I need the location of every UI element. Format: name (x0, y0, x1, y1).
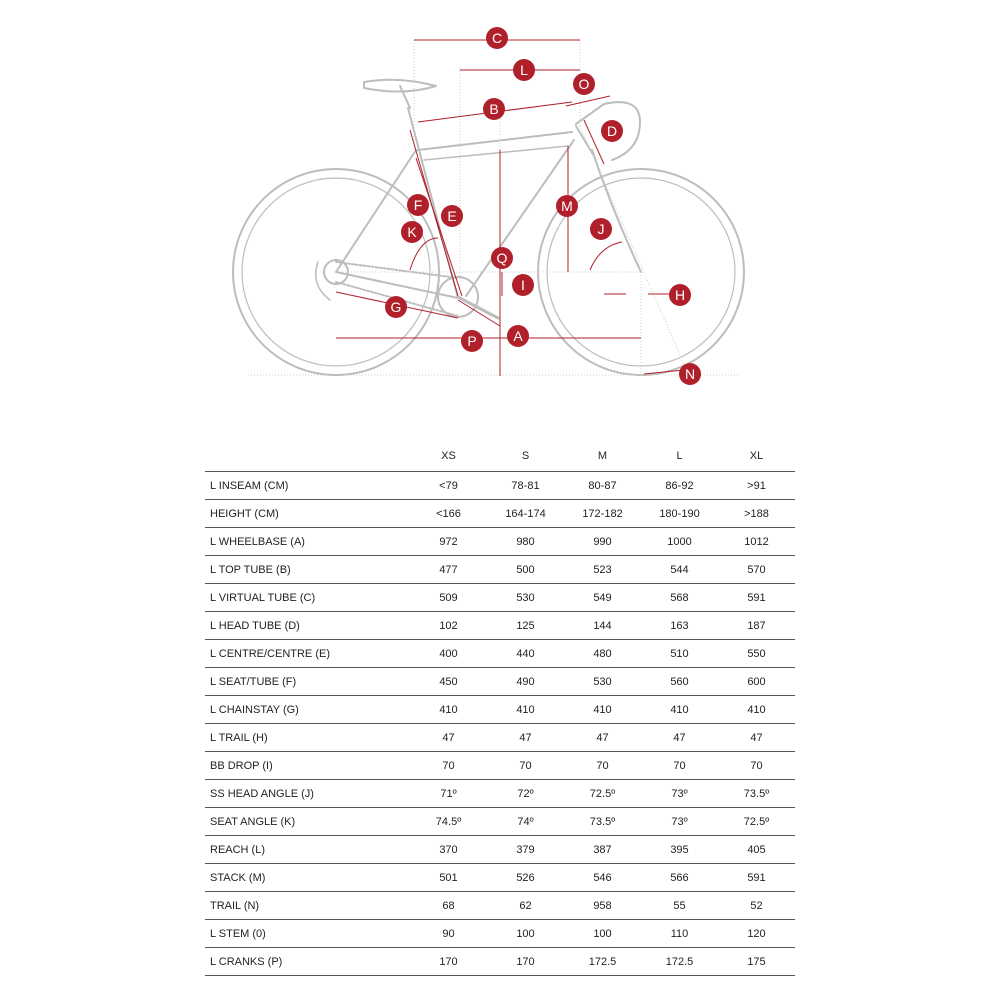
dimension-marker (512, 274, 534, 296)
row-label: L VIRTUAL TUBE (C) (205, 584, 410, 612)
table-row (205, 864, 795, 892)
table-row (205, 612, 795, 640)
table-cell: 47 (410, 724, 487, 752)
table-cell: 163 (641, 612, 718, 640)
table-row (205, 836, 795, 864)
table-cell: 546 (564, 864, 641, 892)
table-cell: 395 (641, 836, 718, 864)
table-cell: 180-190 (641, 500, 718, 528)
table-cell: 410 (718, 696, 795, 724)
table-cell: 980 (487, 528, 564, 556)
table-cell: <166 (410, 500, 487, 528)
table-cell: 549 (564, 584, 641, 612)
size-header: M (564, 441, 641, 472)
table-row (205, 920, 795, 948)
table-cell: 550 (718, 640, 795, 668)
table-cell: 477 (410, 556, 487, 584)
table-row (205, 752, 795, 780)
dimension-marker (483, 98, 505, 120)
table-cell: 120 (718, 920, 795, 948)
table-cell: 490 (487, 668, 564, 696)
row-label: L STEM (0) (205, 920, 410, 948)
marker-letter: L (520, 62, 528, 78)
table-row (205, 584, 795, 612)
table-cell: 544 (641, 556, 718, 584)
table-row (205, 528, 795, 556)
table-cell: >188 (718, 500, 795, 528)
table-cell: 568 (641, 584, 718, 612)
table-cell: 73º (641, 808, 718, 836)
table-cell: 62 (487, 892, 564, 920)
dimension-marker (513, 59, 535, 81)
table-cell: 591 (718, 864, 795, 892)
dimension-marker (407, 194, 429, 216)
table-row (205, 556, 795, 584)
dimension-marker (486, 27, 508, 49)
dimension-marker (385, 296, 407, 318)
table-cell: 990 (564, 528, 641, 556)
size-header: XS (410, 441, 487, 472)
table-cell: 440 (487, 640, 564, 668)
table-row (205, 948, 795, 976)
table-cell: 530 (487, 584, 564, 612)
table-cell: 410 (641, 696, 718, 724)
row-label: L HEAD TUBE (D) (205, 612, 410, 640)
table-cell: 74º (487, 808, 564, 836)
dimension-marker (669, 284, 691, 306)
reference-lines (248, 40, 740, 378)
size-header: S (487, 441, 564, 472)
marker-letter: D (606, 123, 618, 139)
bike-frame-illustration (233, 80, 744, 375)
table-cell: 480 (564, 640, 641, 668)
table-cell: 972 (410, 528, 487, 556)
table-cell: 71º (410, 780, 487, 808)
table-cell: 526 (487, 864, 564, 892)
table-cell: 172.5 (564, 948, 641, 976)
row-label: L TOP TUBE (B) (205, 556, 410, 584)
table-cell: 591 (718, 584, 795, 612)
table-cell: 379 (487, 836, 564, 864)
table-cell: 187 (718, 612, 795, 640)
dimension-marker (590, 218, 612, 240)
row-label: REACH (L) (205, 836, 410, 864)
table-cell: 560 (641, 668, 718, 696)
dimension-marker (491, 247, 513, 269)
row-label: TRAIL (N) (205, 892, 410, 920)
table-cell: 1012 (718, 528, 795, 556)
seatpost (400, 86, 410, 108)
table-row (205, 780, 795, 808)
table-row (205, 696, 795, 724)
dimension-marker (461, 330, 483, 352)
table-cell: 102 (410, 612, 487, 640)
table-cell: 500 (487, 556, 564, 584)
table-cell: 73.5º (718, 780, 795, 808)
table-cell: 410 (410, 696, 487, 724)
table-cell: 80-87 (564, 472, 641, 500)
table-cell: 90 (410, 920, 487, 948)
row-label: L TRAIL (H) (205, 724, 410, 752)
table-cell: 144 (564, 612, 641, 640)
table-cell: 72.5º (718, 808, 795, 836)
size-header-row (205, 441, 795, 472)
table-cell: 74.5º (410, 808, 487, 836)
table-cell: 47 (718, 724, 795, 752)
marker-letter: E (447, 208, 457, 224)
table-cell: 566 (641, 864, 718, 892)
table-cell: 570 (718, 556, 795, 584)
table-row (205, 724, 795, 752)
table-cell: 164-174 (487, 500, 564, 528)
marker-letter: Q (496, 250, 508, 266)
marker-letter: G (390, 299, 402, 315)
marker-letter: M (561, 198, 573, 214)
table-cell: 170 (487, 948, 564, 976)
bike-geometry-diagram (0, 0, 1000, 430)
row-label: L CENTRE/CENTRE (E) (205, 640, 410, 668)
table-cell: 73º (641, 780, 718, 808)
size-header-spacer (205, 441, 410, 472)
table-cell: 47 (487, 724, 564, 752)
table-cell: 501 (410, 864, 487, 892)
table-cell: 600 (718, 668, 795, 696)
marker-letter: C (491, 30, 503, 46)
marker-letter: A (513, 328, 523, 344)
table-cell: 70 (410, 752, 487, 780)
marker-letter: I (521, 277, 525, 293)
table-cell: 1000 (641, 528, 718, 556)
dimension-marker (441, 205, 463, 227)
geometry-table (205, 441, 795, 976)
row-label: SEAT ANGLE (K) (205, 808, 410, 836)
marker-letter: J (597, 221, 605, 237)
table-cell: 509 (410, 584, 487, 612)
row-label: L SEAT/TUBE (F) (205, 668, 410, 696)
size-header: XL (718, 441, 795, 472)
marker-letter: H (674, 287, 686, 303)
table-cell: 55 (641, 892, 718, 920)
table-cell: 70 (487, 752, 564, 780)
marker-letter: B (489, 101, 499, 117)
row-label: L INSEAM (CM) (205, 472, 410, 500)
table-cell: 72º (487, 780, 564, 808)
dimension-marker (601, 120, 623, 142)
marker-letter: N (684, 366, 696, 382)
table-cell: 100 (487, 920, 564, 948)
marker-letter: P (467, 333, 477, 349)
table-cell: >91 (718, 472, 795, 500)
table-cell: 52 (718, 892, 795, 920)
row-label: L WHEELBASE (A) (205, 528, 410, 556)
table-cell: 100 (564, 920, 641, 948)
table-cell: 47 (641, 724, 718, 752)
row-label: SS HEAD ANGLE (J) (205, 780, 410, 808)
marker-letter: K (407, 224, 417, 240)
table-cell: 175 (718, 948, 795, 976)
table-cell: 72.5º (564, 780, 641, 808)
table-cell: 172.5 (641, 948, 718, 976)
table-cell: 400 (410, 640, 487, 668)
row-label: BB DROP (I) (205, 752, 410, 780)
dimension-marker (507, 325, 529, 347)
dimension-marker (401, 221, 423, 243)
dimension-marker (573, 73, 595, 95)
table-row (205, 640, 795, 668)
table-cell: 170 (410, 948, 487, 976)
table-cell: 70 (564, 752, 641, 780)
table-cell: 73.5º (564, 808, 641, 836)
table-row (205, 472, 795, 500)
table-cell: <79 (410, 472, 487, 500)
table-cell: 387 (564, 836, 641, 864)
table-cell: 70 (641, 752, 718, 780)
row-label: HEIGHT (CM) (205, 500, 410, 528)
table-row (205, 500, 795, 528)
table-cell: 530 (564, 668, 641, 696)
dimension-marker (679, 363, 701, 385)
seat-stay (336, 150, 416, 272)
table-cell: 958 (564, 892, 641, 920)
table-cell: 70 (718, 752, 795, 780)
table-cell: 125 (487, 612, 564, 640)
table-cell: 523 (564, 556, 641, 584)
size-header: L (641, 441, 718, 472)
table-row (205, 808, 795, 836)
table-cell: 410 (564, 696, 641, 724)
table-cell: 172-182 (564, 500, 641, 528)
table-cell: 410 (487, 696, 564, 724)
table-cell: 68 (410, 892, 487, 920)
table-cell: 450 (410, 668, 487, 696)
table-row (205, 668, 795, 696)
table-cell: 110 (641, 920, 718, 948)
row-label: L CHAINSTAY (G) (205, 696, 410, 724)
marker-letter: O (578, 76, 590, 92)
table-cell: 405 (718, 836, 795, 864)
row-label: STACK (M) (205, 864, 410, 892)
down-tube (466, 140, 574, 296)
table-cell: 370 (410, 836, 487, 864)
table-cell: 86-92 (641, 472, 718, 500)
table-cell: 47 (564, 724, 641, 752)
table-row (205, 892, 795, 920)
row-label: L CRANKS (P) (205, 948, 410, 976)
table-cell: 78-81 (487, 472, 564, 500)
dimension-marker (556, 195, 578, 217)
marker-letter: F (413, 197, 423, 213)
table-cell: 510 (641, 640, 718, 668)
